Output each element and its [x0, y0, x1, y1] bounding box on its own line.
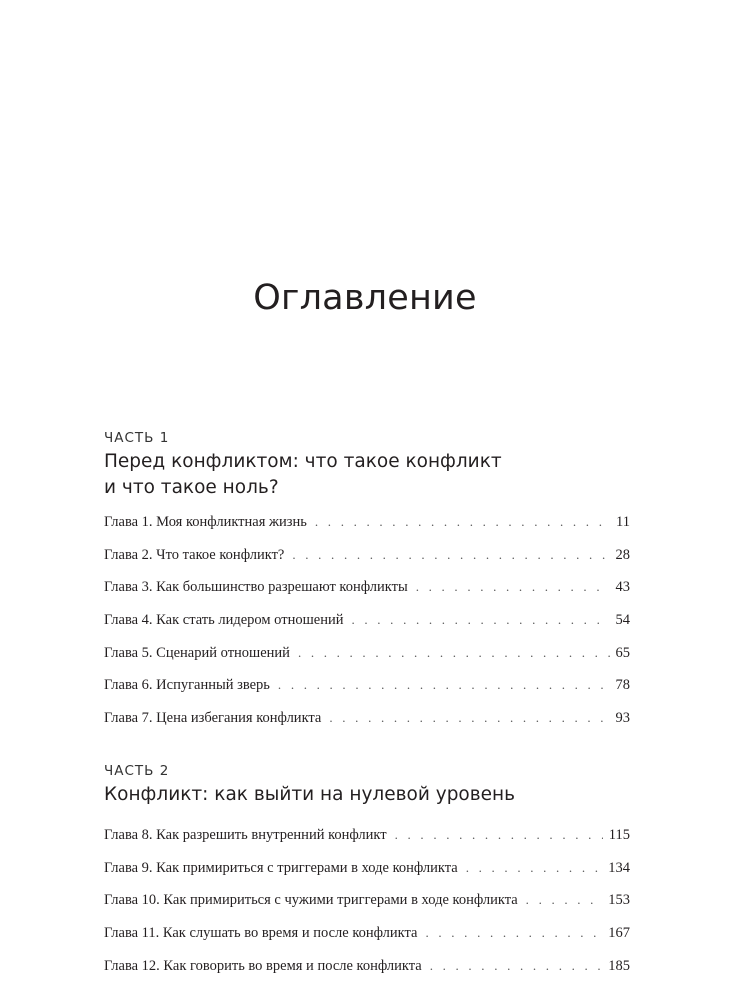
toc-entry[interactable]	[104, 705, 630, 738]
dot-leader	[430, 953, 603, 979]
dot-leader	[416, 574, 610, 600]
chapter-title: Глава 6. Испуганный зверь	[104, 677, 270, 694]
page-number: 28	[615, 546, 630, 563]
toc-entry[interactable]	[104, 509, 630, 542]
toc-entry[interactable]	[104, 822, 630, 855]
dot-leader	[329, 705, 609, 731]
page-number: 185	[608, 957, 630, 974]
page-number: 134	[608, 859, 630, 876]
chapter-title: Глава 7. Цена избегания конфликта	[104, 710, 322, 727]
chapter-title: Глава 9. Как примириться с триггерами в ходе конфликта	[104, 859, 458, 876]
dot-leader	[351, 607, 609, 633]
toc-entry[interactable]	[104, 672, 630, 705]
page-number: 78	[615, 677, 630, 694]
toc-entry[interactable]	[104, 887, 630, 920]
dot-leader	[526, 887, 603, 913]
page-title: Оглавление	[253, 278, 477, 318]
part-2-heading	[104, 761, 630, 808]
page-number: 153	[608, 892, 630, 909]
chapter-title: Глава 1. Моя конфликтная жизнь	[104, 514, 307, 530]
dot-leader	[466, 855, 603, 881]
chapter-title: Глава 5. Сценарий отношений	[104, 644, 290, 661]
chapter-title: Глава 12. Как говорить во время и после конфликта	[104, 957, 422, 974]
toc-entry[interactable]	[104, 607, 630, 640]
part-1-chapter-list	[104, 509, 630, 738]
dot-leader	[278, 672, 610, 698]
page-number: 65	[615, 644, 630, 661]
part-2-chapter-list	[104, 822, 630, 985]
toc-entry[interactable]	[104, 953, 630, 986]
page-number: 93	[615, 710, 630, 727]
toc-entry[interactable]	[104, 574, 630, 607]
part-label: ЧАСТЬ 1	[104, 430, 170, 446]
chapter-title: Глава 4. Как стать лидером отношений	[104, 612, 344, 629]
chapter-title: Глава 10. Как примириться с чужими триггерами в ходе конфликта	[104, 892, 518, 909]
dot-leader	[315, 509, 610, 535]
toc-entry[interactable]	[104, 855, 630, 888]
part-title-line: Конфликт: как выйти на нулевой уровень	[104, 784, 516, 805]
page-number: 115	[608, 827, 630, 843]
toc-entry[interactable]	[104, 542, 630, 575]
chapter-title: Глава 3. Как большинство разрешают конфликты	[104, 579, 408, 596]
dot-leader	[395, 822, 603, 848]
part-title	[104, 782, 630, 808]
chapter-title: Глава 2. Что такое конфликт?	[104, 546, 285, 563]
toc-entry[interactable]	[104, 920, 630, 953]
toc-entry[interactable]	[104, 640, 630, 673]
page-number: 54	[615, 612, 630, 629]
dot-leader	[292, 542, 609, 568]
dot-leader	[425, 920, 602, 946]
chapter-title: Глава 11. Как слушать во время и после конфликта	[104, 925, 418, 942]
page-number: 43	[615, 579, 630, 596]
page-number: 11	[616, 514, 630, 530]
part-title-line: и что такое ноль?	[104, 477, 279, 498]
dot-leader	[298, 640, 610, 666]
part-1-heading	[104, 428, 630, 501]
part-label: ЧАСТЬ 2	[104, 763, 170, 779]
chapter-title: Глава 8. Как разрешить внутренний конфликт	[104, 827, 387, 843]
part-title-line: Перед конфликтом: что такое конфликт	[104, 451, 502, 472]
part-title	[104, 449, 630, 501]
page-number: 167	[608, 925, 630, 942]
